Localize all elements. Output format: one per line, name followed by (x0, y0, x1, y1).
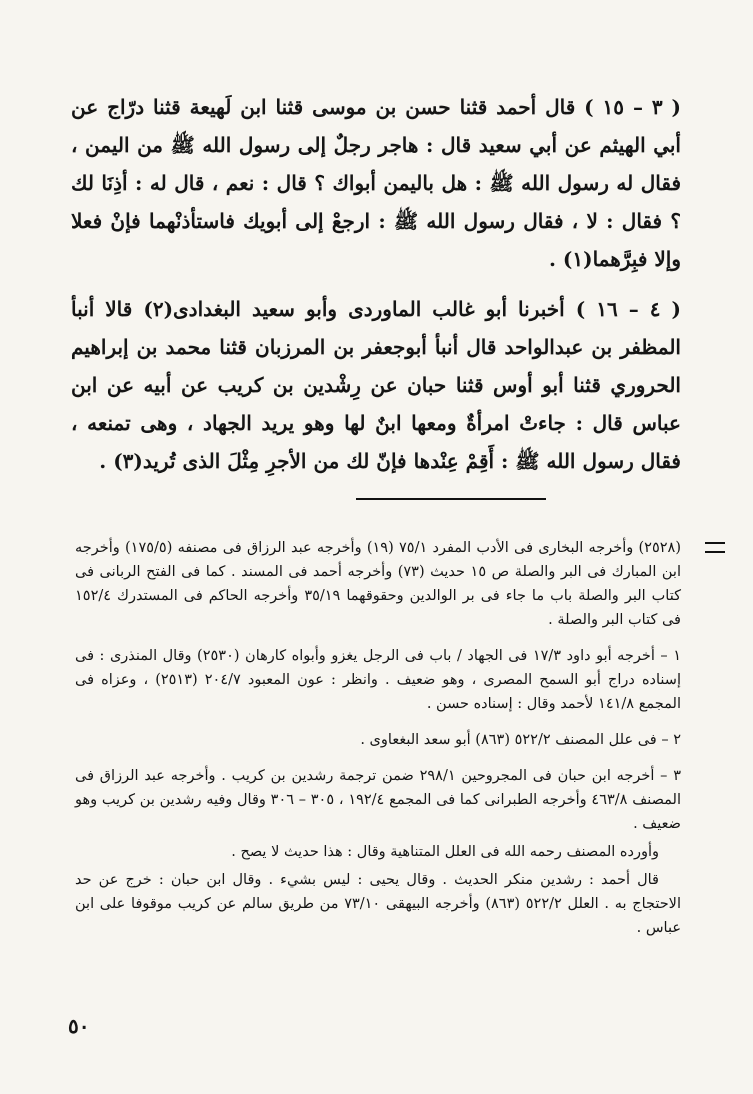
footnotes (75, 536, 681, 952)
continuation-mark (705, 542, 725, 553)
footnote-continuation: (٢٥٢٨) وأخرجه البخارى فى الأدب المفرد ٧٥/١ (١٩) وأخرجه عبد الرزاق فى مصنفه (١٧٥/٥) وأخرجه ابن المبارك فى البر والصلة ص ١٥ حديث (٧٣) وأخرجه أحمد فى المسند . كما فى الفتح الربانى فى كتاب البر والصلة باب ما جاء فى بر الوالدين وحقوقهما ٣٥/١٩ وأخرجه الحاكم فى المستدرك ١٥٢/٤ فى كتاب البر والصلة . (75, 540, 681, 628)
footnote-2: ٢ – فى علل المصنف ٥٢٢/٢ (٨٦٣) أبو سعد البغعاوى . (360, 732, 681, 748)
footnote-3: ٣ – أخرجه ابن حبان فى المجروحين ٢٩٨/١ ضمن ترجمة رشدين بن كريب . وأخرجه عبد الرزاق فى المصنف ٤٦٣/٨ وأخرجه الطبرانى كما فى المجمع ١٩٢/٤ ، ٣٠٥ – ٣٠٦ وقال وفيه رشدين بن كريب وهو ضعيف . (75, 768, 682, 832)
hadith-entry-16: ( ٤ – ١٦ ) أخبرنا أبو غالب الماوردى وأبو سعيد البغدادى(٢) قالا أنبأ المظفر بن عبدالواحد قال أنبأ أبوجعفر بن المرزبان قثنا محمد بن إبراهيم الحروري قثنا أبو أوس قثنا حبان عن رِشْدين بن كريب عن أبيه عن ابن عباس قال : جاءتْ امرأةٌ ومعها ابنٌ لها وهو يريد الجهاد ، وهى تمنعه ، فقال رسول الله ﷺ : أَقِمْ عِنْدها فإنّ لك من الأجرِ مِثْلَ الذى تُريد(٣) . (71, 297, 681, 473)
page-number: ٥٠ (68, 1014, 90, 1038)
footnote-3-continuation-2: قال أحمد : رشدين منكر الحديث . وقال يحيى : ليس بشيء . وقال ابن حبان : خرج عن حد الاحتجاج به . العلل ٥٢٢/٢ (٨٦٣) وأخرجه البيهقى ٧٣/١٠ من طريق سالم عن كريب موقوفا على ابن عباس . (75, 872, 681, 936)
footnote-separator (356, 498, 546, 500)
hadith-entry-15: ( ٣ – ١٥ ) قال أحمد قثنا حسن بن موسى قثنا ابن لَهيعة قثنا درّاج عن أبي الهيثم عن أبي سعيد قال : هاجر رجلٌ إلى رسول الله ﷺ من اليمن ، فقال له رسول الله ﷺ : هل باليمن أبواك ؟ قال : نعم ، قال له : أذِنَا لك ؟ فقال : لا ، فقال رسول الله ﷺ : ارجعْ إلى أبويك فاستأذنْهما فإنْ فعلا وإلا فبِرَّهما(١) . (71, 95, 681, 271)
main-text (71, 88, 681, 492)
footnote-3-continuation-1: وأورده المصنف رحمه الله فى العلل المتناهية وقال : هذا حديث لا يصح . (231, 844, 659, 860)
footnote-1: ١ – أخرجه أبو داود ١٧/٣ فى الجهاد / باب فى الرجل يغزو وأبواه كارهان (٢٥٣٠) وقال المنذرى : فى إسناده دراج أبو السمح المصرى ، وهو ضعيف . وانظر : عون المعبود ٢٠٤/٧ (٢٥١٣) ، وعزاه فى المجمع ١٤١/٨ لأحمد وقال : إسناده حسن . (75, 648, 681, 712)
